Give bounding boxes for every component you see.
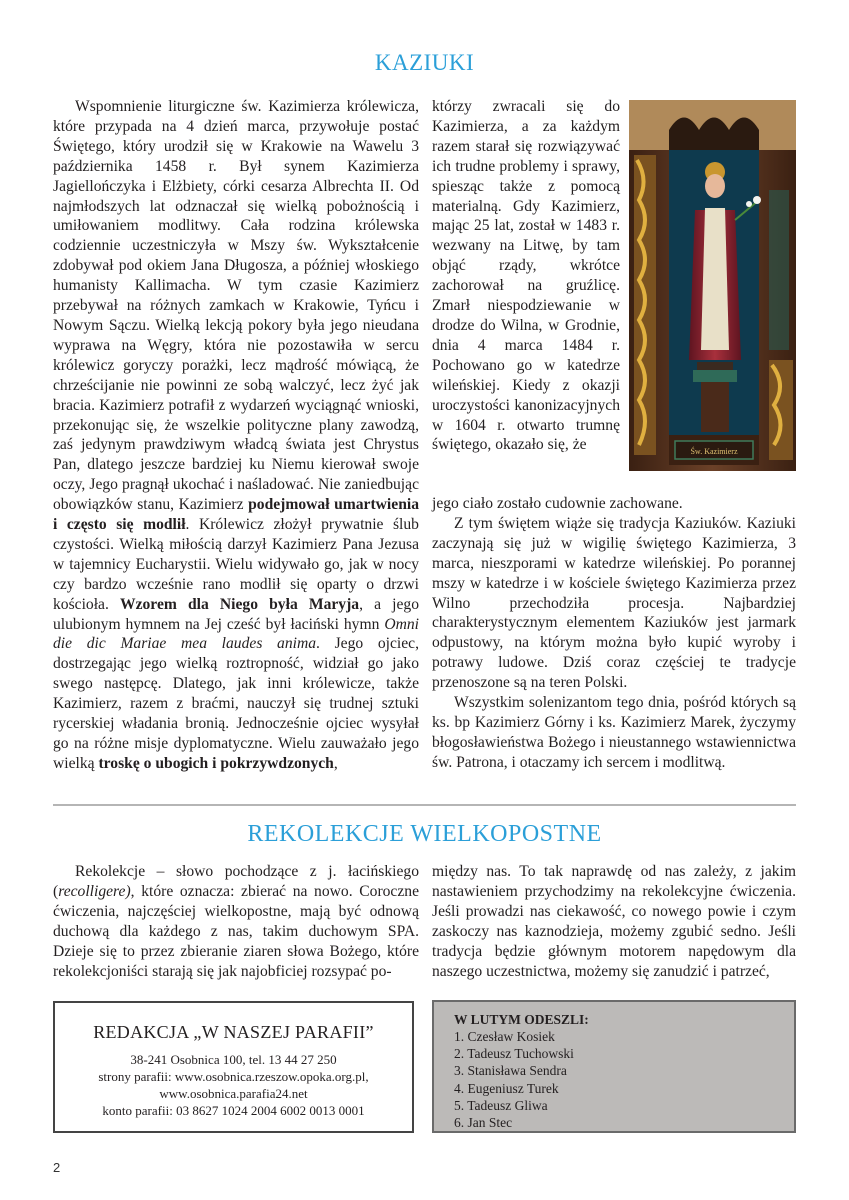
bold-text: troskę o ubogich i pokrzywdzonych <box>98 754 334 772</box>
article-title-kaziuki: KAZIUKI <box>374 50 475 75</box>
obituary-list-item: 1. Czesław Kosiek <box>454 1029 555 1044</box>
text-run: Rekolekcje – słowo pochodzące z j. łacińskiego ( <box>53 863 419 900</box>
statue-plaque: Św. Kazimierz <box>690 447 738 456</box>
bold-text: Wzorem dla Niego była Maryja <box>120 595 360 613</box>
editorial-bank-account: konto parafii: 03 8627 1024 2004 6002 0013 0001 <box>102 1103 365 1118</box>
hymn-title: Omni die dic Mariae mea laudes anima <box>53 615 419 653</box>
text-run: , <box>333 754 338 772</box>
editorial-address: 38-241 Osobnica 100, tel. 13 44 27 250 <box>130 1052 337 1067</box>
rekolekcje-right-column <box>432 862 796 981</box>
article-title-rekolekcje: REKOLEKCJE WIELKOPOSTNE <box>247 821 602 847</box>
saint-casimir-photo <box>629 100 796 471</box>
bold-text: podejmował umartwienia i często się modlił <box>53 496 419 534</box>
kaziuki-paragraph-continued: którzy zwracali się do Kazimierza, a za każdym razem starał się rozwiązywać ich trudne problemy i sprawy, spiesząc także z pomocą materialną. Gdy Kazimierz, mając 25 lat, został w 1483 r. wezwany na Litwę, by tam objąć rządy, wkrótce zachorował na gruźlicę. Zmarł niespodziewanie w drodze do Wilna, w Grodnie, dnia 4 marca 1484 r. Pochowano go w katedrze wileńskiej. Kiedy z okazji uroczystości kanonizacyjnych w 1604 r. otwarto trumnę świętego, okazało się, że <box>432 98 620 454</box>
saint-casimir-statue-image <box>629 100 796 471</box>
text-run: . Królewicz złożył prywatnie ślub czystości. Wielką miłością darzył Kazimierz Pana Jezusa w tajemnicy Eucharystii. Wielu widywało go, jak w nocy czy bardzo wcześnie rano modlił się oparty o drzwi kościoła. <box>53 516 419 613</box>
rekolekcje-paragraph-1 <box>53 862 419 981</box>
section-divider <box>53 804 796 806</box>
obituary-list-item: 4. Eugeniusz Turek <box>454 1080 559 1096</box>
obituary-list-item: 2. Tadeusz Tuchowski <box>454 1046 574 1062</box>
text-run: , które oznacza: zbierać na nowo. Coroczne ćwiczenia, najczęściej wielkopostne, mają być odnową duchową dla każdego z nas, takim duchowym SPA. Dzieje się to przez zbieranie ziaren słowa Bożego, które rekolekcjoniści starają się jak najobficiej rozsypać po- <box>53 882 419 980</box>
text-run: . Jego ojciec, dostrzegając jego wielką roztropność, widział go jako swego następcę. Dlatego, jak inni królewicze, także Kazimierz, razem z braćmi, nauczył się trudnej sztuki rycerskiej władania bronią. Jednocześnie ojciec wysyłał go na różne misje dyplomatyczne. Wielu zauważało jego wielką <box>53 635 419 772</box>
obituary-box <box>432 1000 796 1133</box>
kaziuki-paragraph-end: jego ciało zostało cudownie zachowane. <box>432 495 683 512</box>
obituary-heading: W LUTYM ODESZLI: <box>454 1012 589 1027</box>
kaziuki-left-column <box>53 97 419 774</box>
rekolekcje-left-column <box>53 862 419 981</box>
kaziuki-wide-right-column <box>432 494 796 773</box>
editorial-websites-line-1: strony parafii: www.osobnica.rzeszow.opoka.org.pl, <box>98 1069 369 1084</box>
page-number: 2 <box>53 1160 61 1175</box>
latin-term: recolligere) <box>58 882 131 900</box>
kaziuki-narrow-column <box>432 97 620 455</box>
editorial-info-box <box>53 1001 414 1133</box>
rekolekcje-paragraph-continued: między nas. To tak naprawdę od nas zależy, z jakim nastawieniem przychodzimy na rekolekcyjne ćwiczenia. Jeśli prowadzi nas ciekawość, co nowego powie i czym zaskoczy nas kaznodzieja, możemy zgubić sedno. Jeśli tradycja będzie głównym motorem napędowym dla naszego uczestnictwa, możemy się zanudzić i patrzeć, <box>432 863 796 980</box>
editorial-heading: REDAKCJA „W NASZEJ PARAFII” <box>93 1022 374 1042</box>
kaziuki-paragraph-1 <box>53 97 419 774</box>
obituary-list-item: 6. Jan Stec <box>454 1115 513 1131</box>
kaziuki-paragraph-tradition: Z tym świętem wiąże się tradycja Kaziuków. Kaziuki zaczynają się już w wigilię świętego Kazimierza, 3 marca, nieszporami w katedrze wileńskiej. Po porannej mszy w katedrze i w kościele świętego Kazimierza przez Wilno przechodziła procesja. Najbardziej charakterystycznym elementem Kaziuków jest jarmark odpustowy, na którym można było kupić wyroby i potrawy ludowe. Dziś coraz częściej te tradycje przenoszone są na teren Polski. <box>432 514 796 692</box>
kaziuki-paragraph-wishes: Wszystkim solenizantom tego dnia, pośród których są ks. bp Kazimierz Górny i ks. Kazimierz Marek, życzymy błogosławieństwa Bożego i nieustannego wstawiennictwa św. Patrona, i otaczamy ich sercem i modlitwą. <box>432 694 796 771</box>
text-run: , a jego ulubionym hymnem na Jej cześć był łaciński hymn <box>53 595 420 633</box>
editorial-websites-line-2: www.osobnica.parafia24.net <box>159 1086 308 1101</box>
obituary-list-item: 5. Tadeusz Gliwa <box>454 1097 548 1113</box>
text-run: Wspomnienie liturgiczne św. Kazimierza królewicza, które przypada na 4 dzień marca, przywołuje postać Świętego, który urodził się w Krakowie na Wawelu 3 października 1458 r. Był synem Kazimierza Jagiellończyka i Elżbiety, córki cesarza Albrechta II. Od najmłodszych lat odznaczał się wielką pobożnością i umiłowaniem modlitwy. Cała rodzina królewska codziennie uczestniczyła w Mszy św. Wykształcenie zdobywał pod okiem Jana Długosza, a później włoskiego humanisty Kallimacha. W tym czasie Kazimierz przebywał na różnych zamkach w Krakowie, Tyńcu i Nowym Sączu. Wielką lekcją pokory była jego nieudana wyprawa na Węgry, która nie pozostawiła w sercu królewicz goryczy porażki, lecz mądrość mówiącą, że chrześcijanie nie powinni ze sobą walczyć, lecz żyć jak bracia. Kazimierz potrafił z wydarzeń wyciągnąć wnioski, przekonując się, że wszelkie polityczne plany zawodzą, zaś jedynym prawdziwym władcą świata jest Chrystus Pan, dlatego jeszcze bardziej ku Niemu kierował swoje oczy, Jego pragnął ukochać i naśladować. Nie zaniedbując obowiązków stanu, Kazimierz <box>53 98 419 514</box>
obituary-list-item: 3. Stanisława Sendra <box>454 1063 567 1079</box>
